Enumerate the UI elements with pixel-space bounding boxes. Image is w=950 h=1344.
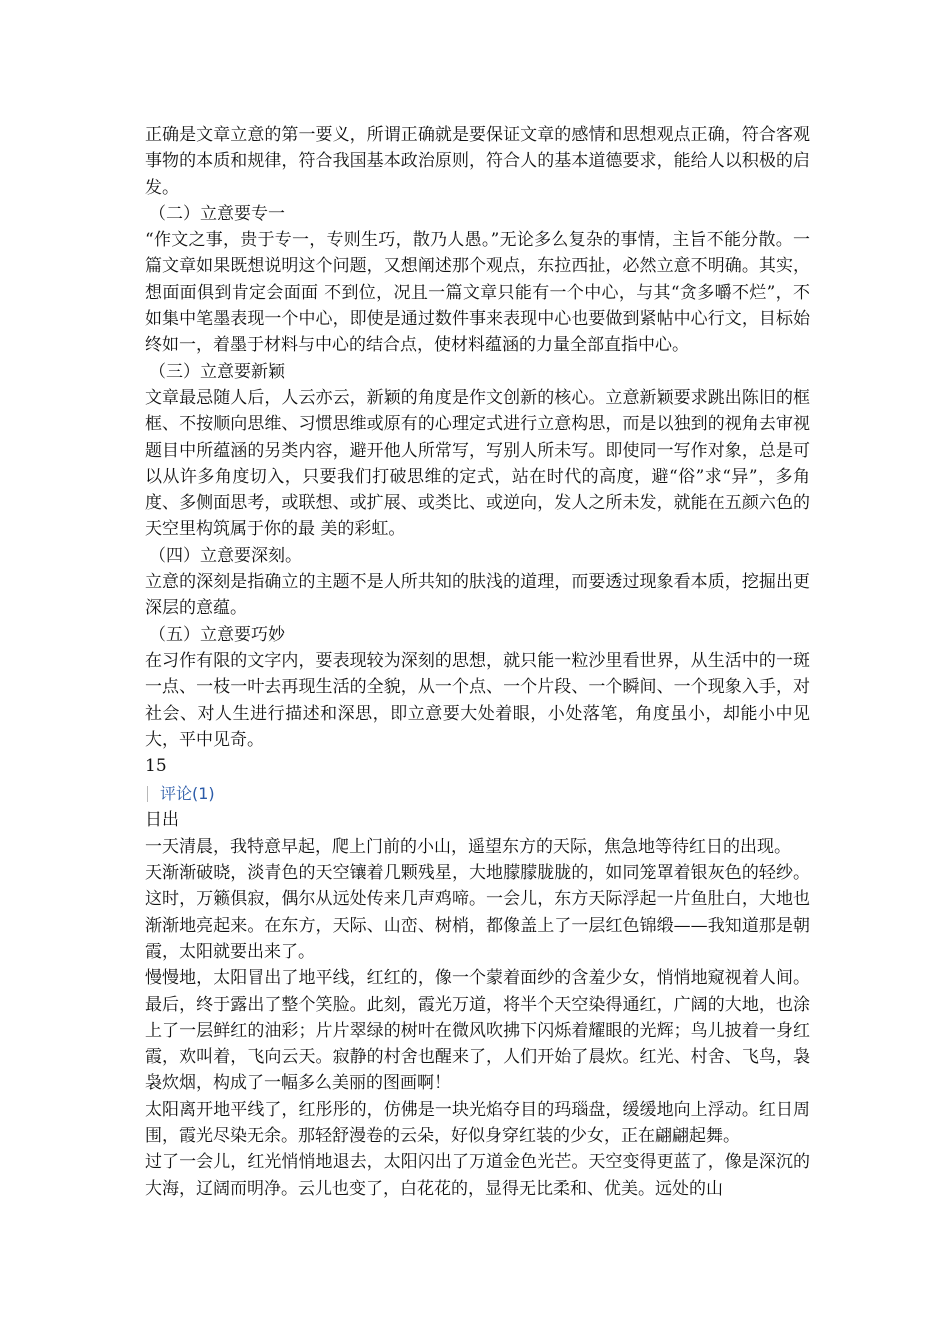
heading-depth: （四）立意要深刻。 [149, 545, 302, 566]
heading-ingenuity: （五）立意要巧妙 [149, 624, 285, 645]
essay-paragraph-3: 慢慢地，太阳冒出了地平线，红红的，像一个蒙着面纱的含羞少女，悄悄地窥视着人间。最后，终于露出了整个笑脸。此刻，霞光万道，将半个天空染得通红，广阔的大地，也涂上了一层鲜红的油彩；片片翠绿的树叶在微风吹拂下闪烁着耀眼的光辉；鸟儿披着一身红霞，欢叫着，飞向云天。寂静的村舍也醒来了，人们开始了晨炊。红光、村舍、飞鸟，袅袅炊烟，构成了一幅多么美丽的图画啊！ [145, 968, 810, 1094]
essay-paragraph-5: 过了一会儿，红光悄悄地退去，太阳闪出了万道金色光芒。天空变得更蓝了，像是深沉的大海，辽阔而明净。云儿也变了，白花花的，显得无比柔和、优美。远处的山 [145, 1152, 810, 1199]
comment-link[interactable] [145, 781, 810, 807]
paragraph-focus: “作文之事，贵于专一，专则生巧，散乃人愚。”无论多么复杂的事情，主旨不能分散。一篇文章如果既想说明这个问题，又想阐述那个观点，东拉西扯，必然立意不明确。其实，想面面俱到肯定会面面 不到位，况且一篇文章只能有一个中心，与其“贪多嚼不烂”，不如集中笔墨表现一个中心，即使是通过数件事来表现中心也要做到紧帖中心行文，目标始终如一，着墨于材料与中心的结合点，使材料蕴涵的力量全部直指中心。 [145, 230, 810, 356]
essay-paragraph-4: 太阳离开地平线了，红彤彤的，仿佛是一块光焰夺目的玛瑙盘，缓缓地向上浮动。红日周围，霞光尽染无余。那轻舒漫卷的云朵，好似身穿红装的少女，正在翩翩起舞。 [145, 1099, 810, 1146]
page-number: 15 [145, 756, 167, 777]
essay-paragraph-2: 天渐渐破晓，淡青色的天空镶着几颗残星，大地朦朦胧胧的，如同笼罩着银灰色的轻纱。这时，万籁俱寂，偶尔从远处传来几声鸡啼。一会儿，东方天际浮起一片鱼肚白，大地也渐渐地亮起来。在东方，天际、山峦、树梢，都像盖上了一层红色锦缎——我知道那是朝霞，太阳就要出来了。 [145, 863, 810, 962]
paragraph-ingenuity: 在习作有限的文字内，要表现较为深刻的思想，就只能一粒沙里看世界，从生活中的一斑一点、一枝一叶去再现生活的全貌，从一个点、一个片段、一个瞬间、一个现象入手，对社会、对人生进行描述和深思，即立意要大处着眼，小处落笔，角度虽小，却能小中见大，平中见奇。 [145, 650, 810, 750]
heading-novelty: （三）立意要新颖 [149, 361, 285, 382]
comment-link-label[interactable]: 评论(1) [160, 784, 215, 804]
document-page [145, 122, 810, 1202]
paragraph-depth: 立意的深刻是指确立的主题不是人所共知的肤浅的道理，而要透过现象看本质，挖掘出更深层的意蕴。 [145, 572, 810, 619]
essay-title: 日出 [145, 810, 179, 831]
heading-focus: （二）立意要专一 [149, 203, 285, 224]
paragraph-correctness: 正确是文章立意的第一要义，所谓正确就是要保证文章的感情和思想观点正确，符合客观事物的本质和规律，符合我国基本政治原则，符合人的基本道德要求，能给人以积极的启发。 [145, 125, 810, 198]
comment-divider [147, 786, 148, 802]
paragraph-novelty: 文章最忌随人后，人云亦云，新颖的角度是作文创新的核心。立意新颖要求跳出陈旧的框框、不按顺向思维、习惯思维或原有的心理定式进行立意构思，而是以独到的视角去审视题目中所蕴涵的另类内容，避开他人所常写，写别人所未写。即使同一写作对象，总是可以从许多角度切入，只要我们打破思维的定式，站在时代的高度，避“俗”求“异”，多角度、多侧面思考，或联想、或扩展、或类比、或逆向，发人之所未发，就能在五颜六色的天空里构筑属于你的最 美的彩虹。 [145, 387, 810, 540]
essay-paragraph-1: 一天清晨，我特意早起，爬上门前的小山，遥望东方的天际，焦急地等待红日的出现。 [145, 836, 791, 857]
